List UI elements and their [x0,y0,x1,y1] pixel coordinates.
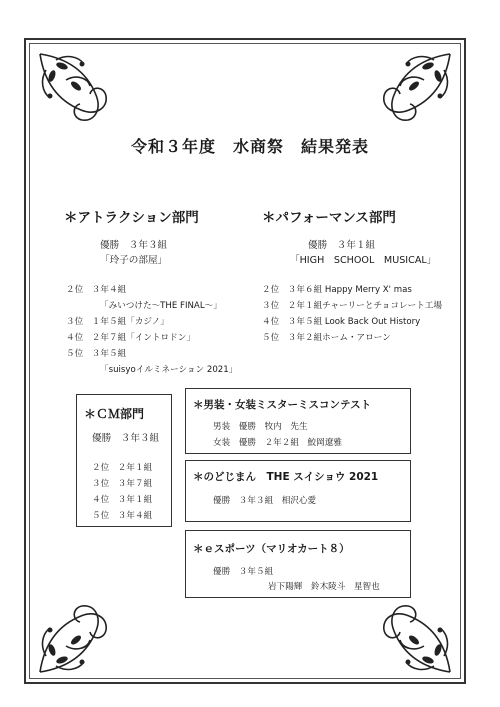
corner-flourish-top-left [36,50,126,140]
nodojiman-winner: 優勝 ３年３組 相沢心愛 [213,496,317,506]
esports-members: 岩下陽輝 鈴木陵斗 星智也 [268,582,380,592]
contest-heading: ＊男装・女装ミスターミスコンテスト [193,399,372,411]
performance-rank-4: ４位 ３年５組 Look Back Out History [262,317,421,327]
corner-flourish-bottom-right [364,586,454,676]
nodojiman-heading: ＊のどじまん THE スイショウ 2021 [193,471,379,483]
esports-heading: ＊ｅスポーツ（マリオカート８） [193,543,350,555]
cm-heading: ＊ＣＭ部門 [84,407,145,421]
attraction-heading: ＊アトラクション部門 [64,210,199,226]
attraction-winner: 優勝 ３年３組 [100,240,168,251]
attraction-rank-2: ２位 ３年４組 [66,285,127,295]
cm-rank-3: ３位 ３年７組 [92,479,153,489]
performance-winner: 優勝 ３年１組 [308,240,376,251]
cm-rank-4: ４位 ３年１組 [92,495,153,505]
cm-rank-2: ２位 ２年１組 [92,463,153,473]
attraction-rank-5: ５位 ３年５組 [66,349,127,359]
page-title: 令和３年度 水商祭 結果発表 [130,137,369,156]
attraction-rank-2-detail: 「みいつけた～THE FINAL～」 [100,301,222,311]
cm-rank-5: ５位 ３年４組 [92,511,153,521]
attraction-winner-title: 「玲子の部屋」 [100,255,168,266]
performance-heading: ＊パフォーマンス部門 [262,210,396,226]
performance-rank-5: ５位 ３年２組ホーム・アローン [262,333,391,343]
contest-male: 男装 優勝 牧内 先生 [213,422,308,432]
corner-flourish-bottom-left [36,586,126,676]
esports-winner: 優勝 ３年５組 [213,567,274,577]
contest-female: 女装 優勝 ２年２組 鮫岡遼雅 [213,438,342,448]
performance-rank-3: ３位 ２年１組チャーリーとチョコレート工場 [262,301,442,311]
attraction-rank-4: ４位 ２年７組「イントロドン」 [66,333,195,343]
attraction-rank-5-detail: 「suisyoイルミネーション 2021」 [100,365,238,375]
performance-rank-2: ２位 ３年６組 Happy Merry X' mas [262,285,412,295]
performance-winner-title: 「HIGH SCHOOL MUSICAL」 [290,255,437,266]
cm-winner: 優勝 ３年３組 [92,433,160,444]
corner-flourish-top-right [364,50,454,140]
attraction-rank-3: ３位 １年５組「カジノ」 [66,317,169,327]
